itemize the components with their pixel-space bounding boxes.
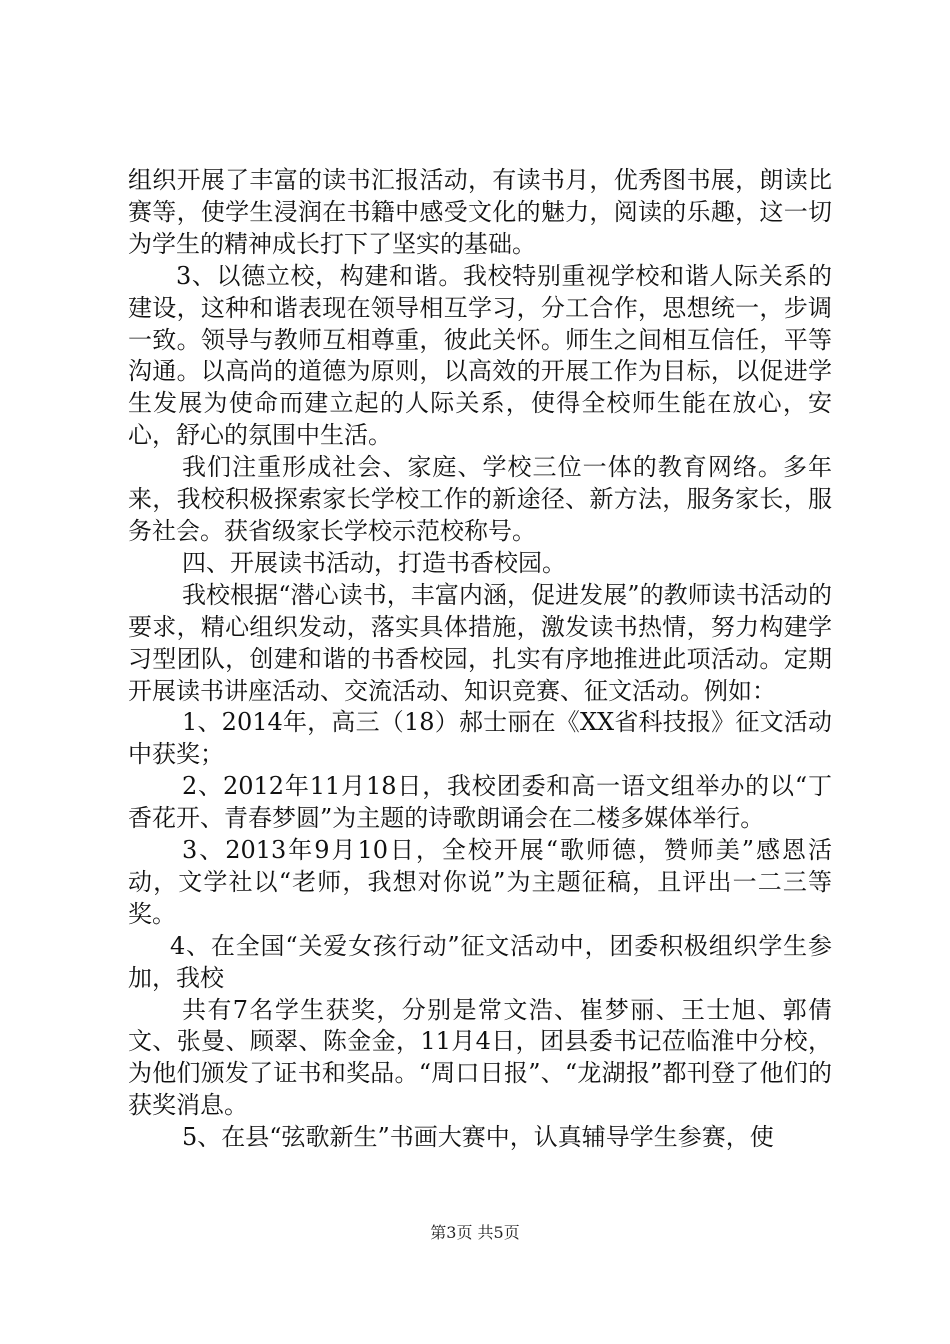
page-footer: 第3页 共5页: [430, 1223, 520, 1242]
paragraph-reading-report: 组织开展了丰富的读书汇报活动，有读书月，优秀图书展，朗读比赛等，使学生浸润在书籍中感受文化的魅力，阅读的乐趣，这一切为学生的精神成长打下了坚实的基础。: [128, 166, 832, 258]
document-body: [128, 165, 832, 1154]
paragraph-education-network: 我们注重形成社会、家庭、学校三位一体的教育网络。多年来，我校积极探索家长学校工作的新途径、新方法，服务家长，服务社会。获省级家长学校示范校称号。: [128, 453, 832, 545]
list-item-girls-care: 4、在全国“关爱女孩行动”征文活动中，团委积极组织学生参加，我校: [128, 931, 832, 992]
section-heading-reading-activities: 四、开展读书活动，打造书香校园。: [182, 548, 566, 577]
paragraph-award-winners: 共有7名学生获奖，分别是常文浩、崔梦丽、王士旭、郭倩文、张曼、顾翠、陈金金，11月4日，团县委书记莅临淮中分校，为他们颁发了证书和奖品。“周口日报”、“龙湖报”都刊登了他们的获奖消息。: [128, 995, 832, 1120]
list-item-calligraphy: 5、在县“弦歌新生”书画大赛中，认真辅导学生参赛，使: [182, 1123, 774, 1152]
list-item-2013-gratitude: 3、2013年9月10日，全校开展“歌师德，赞师美”感恩活动，文学社以“老师，我想对你说”为主题征稿，且评出一二三等奖。: [128, 836, 832, 928]
list-item-2012-poetry: 2、2012年11月18日，我校团委和高一语文组举办的以“丁香花开、青春梦圆”为主题的诗歌朗诵会在二楼多媒体举行。: [128, 772, 832, 833]
list-item-2014-essay: 1、2014年，高三（18）郝士丽在《XX省科技报》征文活动中获奖；: [128, 708, 832, 769]
paragraph-reading-program: 我校根据“潜心读书，丰富内涵，促进发展”的教师读书活动的要求，精心组织发动，落实具体措施，激发读书热情，努力构建学习型团队，创建和谐的书香校园，扎实有序地推进此项活动。定期开展读书讲座活动、交流活动、知识竞赛、征文活动。例如：: [128, 580, 832, 705]
paragraph-harmony: 3、以德立校，构建和谐。我校特别重视学校和谐人际关系的建设，这种和谐表现在领导相互学习，分工合作，思想统一，步调一致。领导与教师互相尊重，彼此关怀。师生之间相互信任，平等沟通。以高尚的道德为原则，以高效的开展工作为目标，以促进学生发展为使命而建立起的人际关系，使得全校师生能在放心，安心，舒心的氛围中生活。: [128, 261, 832, 450]
